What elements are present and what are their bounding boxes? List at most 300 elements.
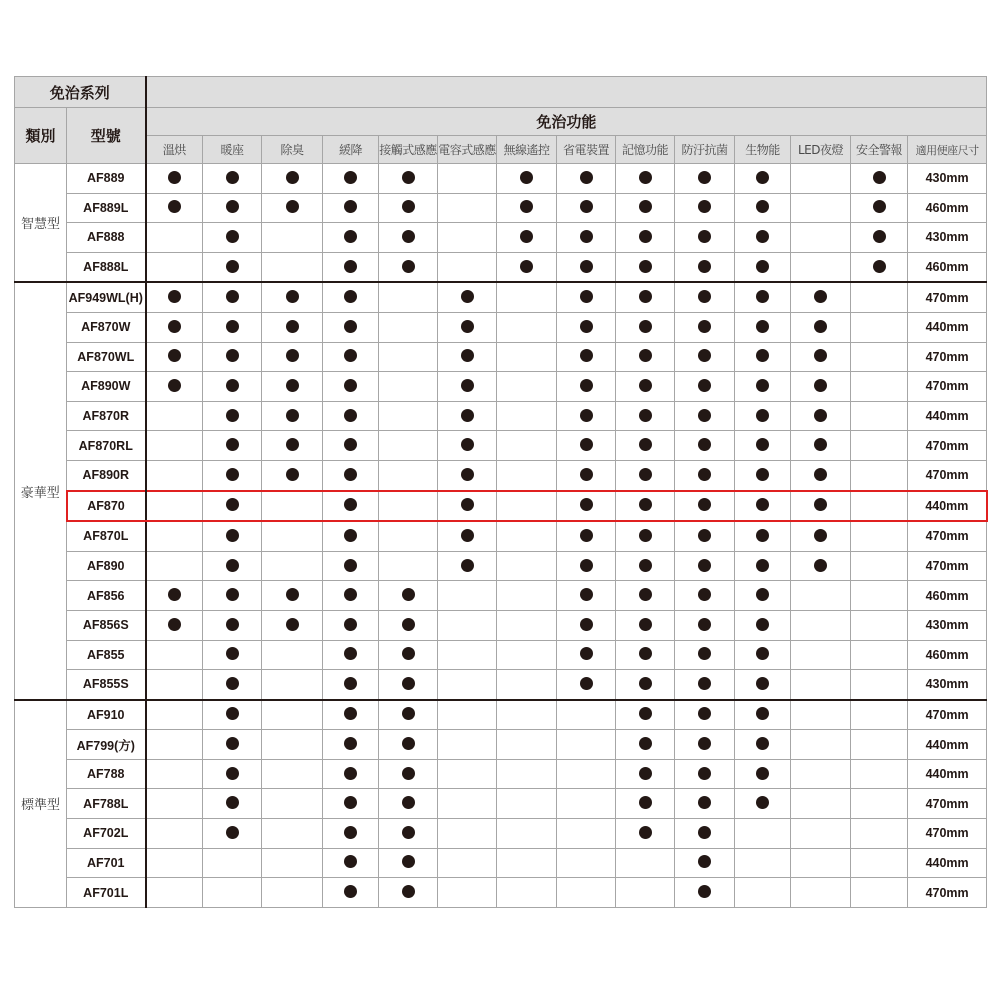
- feature-cell: [203, 819, 262, 849]
- feature-cell: [735, 282, 791, 312]
- feature-cell: [438, 164, 497, 194]
- seat-size-cell: 470mm: [908, 789, 987, 819]
- feature-cell: [557, 789, 616, 819]
- filled-dot-icon: [286, 409, 299, 422]
- filled-dot-icon: [520, 200, 533, 213]
- feature-cell: [146, 789, 203, 819]
- feature-cell: [616, 164, 675, 194]
- feature-cell: [557, 610, 616, 640]
- filled-dot-icon: [756, 618, 769, 631]
- filled-dot-icon: [814, 529, 827, 542]
- filled-dot-icon: [226, 677, 239, 690]
- feature-cell: [791, 700, 851, 730]
- feature-cell: [438, 372, 497, 402]
- feature-cell: [323, 491, 379, 522]
- table-row: [15, 460, 987, 490]
- filled-dot-icon: [226, 260, 239, 273]
- filled-dot-icon: [226, 826, 239, 839]
- table-header: [15, 77, 987, 164]
- filled-dot-icon: [639, 409, 652, 422]
- filled-dot-icon: [344, 320, 357, 333]
- filled-dot-icon: [756, 409, 769, 422]
- filled-dot-icon: [698, 618, 711, 631]
- filled-dot-icon: [698, 826, 711, 839]
- filled-dot-icon: [344, 707, 357, 720]
- feature-cell: [791, 610, 851, 640]
- filled-dot-icon: [344, 529, 357, 542]
- filled-dot-icon: [344, 468, 357, 481]
- feature-cell: [735, 460, 791, 490]
- feature-cell: [616, 491, 675, 522]
- feature-cell: [557, 640, 616, 670]
- feature-cell: [851, 164, 908, 194]
- filled-dot-icon: [756, 468, 769, 481]
- feature-cell: [735, 640, 791, 670]
- filled-dot-icon: [226, 290, 239, 303]
- feature-cell: [203, 164, 262, 194]
- feature-cell: [735, 581, 791, 611]
- filled-dot-icon: [814, 379, 827, 392]
- filled-dot-icon: [344, 855, 357, 868]
- filled-dot-icon: [580, 349, 593, 362]
- seat-size-cell: 470mm: [908, 372, 987, 402]
- feature-cell: [379, 460, 438, 490]
- feature-cell: [791, 460, 851, 490]
- seat-size-cell: 440mm: [908, 401, 987, 431]
- filled-dot-icon: [461, 409, 474, 422]
- filled-dot-icon: [698, 498, 711, 511]
- filled-dot-icon: [698, 707, 711, 720]
- feature-cell: [557, 730, 616, 760]
- model-cell: AF870: [67, 491, 146, 522]
- feature-cell: [735, 252, 791, 282]
- filled-dot-icon: [344, 260, 357, 273]
- feature-cell: [735, 223, 791, 253]
- filled-dot-icon: [698, 290, 711, 303]
- feature-cell: [497, 848, 557, 878]
- filled-dot-icon: [226, 379, 239, 392]
- table-row: [15, 282, 987, 312]
- feature-cell: [497, 759, 557, 789]
- feature-cell: [497, 730, 557, 760]
- series-title: 免治系列: [15, 77, 146, 108]
- functions-title: 免治功能: [146, 108, 987, 136]
- filled-dot-icon: [226, 438, 239, 451]
- seat-size-cell: 470mm: [908, 342, 987, 372]
- feature-cell: [146, 460, 203, 490]
- feature-cell: [791, 193, 851, 223]
- feature-cell: [203, 491, 262, 522]
- feature-cell: [675, 431, 735, 461]
- filled-dot-icon: [814, 559, 827, 572]
- feature-cell: [675, 342, 735, 372]
- feature-cell: [262, 670, 323, 700]
- filled-dot-icon: [344, 349, 357, 362]
- feature-cell: [616, 730, 675, 760]
- feature-cell: [557, 223, 616, 253]
- feature-cell: [203, 610, 262, 640]
- filled-dot-icon: [639, 618, 652, 631]
- feature-cell: [791, 164, 851, 194]
- feature-cell: [146, 730, 203, 760]
- filled-dot-icon: [580, 588, 593, 601]
- feature-cell: [262, 521, 323, 551]
- feature-cell: [146, 640, 203, 670]
- model-cell: AF910: [67, 700, 146, 730]
- filled-dot-icon: [344, 559, 357, 572]
- filled-dot-icon: [286, 438, 299, 451]
- feature-cell: [735, 759, 791, 789]
- feature-cell: [557, 759, 616, 789]
- feature-cell: [438, 581, 497, 611]
- feature-cell: [851, 700, 908, 730]
- feature-header-row: [15, 136, 987, 164]
- filled-dot-icon: [580, 171, 593, 184]
- filled-dot-icon: [698, 379, 711, 392]
- feature-cell: [203, 193, 262, 223]
- feature-cell: [203, 759, 262, 789]
- filled-dot-icon: [344, 409, 357, 422]
- feature-cell: [497, 551, 557, 581]
- filled-dot-icon: [402, 707, 415, 720]
- filled-dot-icon: [168, 320, 181, 333]
- filled-dot-icon: [520, 171, 533, 184]
- filled-dot-icon: [226, 618, 239, 631]
- feature-cell: [203, 670, 262, 700]
- model-cell: AF702L: [67, 819, 146, 849]
- feature-cell: [557, 401, 616, 431]
- feature-cell: [557, 252, 616, 282]
- feature-cell: [497, 252, 557, 282]
- feature-cell: [735, 164, 791, 194]
- feature-cell: [616, 401, 675, 431]
- filled-dot-icon: [580, 438, 593, 451]
- filled-dot-icon: [402, 737, 415, 750]
- filled-dot-icon: [286, 349, 299, 362]
- feature-cell: [791, 223, 851, 253]
- filled-dot-icon: [756, 767, 769, 780]
- feature-cell: [791, 521, 851, 551]
- filled-dot-icon: [344, 171, 357, 184]
- feature-cell: [438, 819, 497, 849]
- filled-dot-icon: [639, 379, 652, 392]
- feature-cell: [262, 581, 323, 611]
- filled-dot-icon: [461, 438, 474, 451]
- feature-cell: [203, 789, 262, 819]
- filled-dot-icon: [580, 320, 593, 333]
- feature-cell: [675, 372, 735, 402]
- feature-cell: [616, 670, 675, 700]
- filled-dot-icon: [344, 290, 357, 303]
- feature-cell: [616, 252, 675, 282]
- feature-cell: [851, 460, 908, 490]
- feature-cell: [557, 581, 616, 611]
- feature-cell: [438, 312, 497, 342]
- feature-cell: [146, 282, 203, 312]
- feature-cell: [497, 789, 557, 819]
- feature-cell: [791, 730, 851, 760]
- model-cell: AF889: [67, 164, 146, 194]
- filled-dot-icon: [344, 737, 357, 750]
- feature-cell: [675, 700, 735, 730]
- model-cell: AF799(方): [67, 730, 146, 760]
- filled-dot-icon: [168, 588, 181, 601]
- feature-cell: [616, 759, 675, 789]
- feature-cell: [675, 282, 735, 312]
- filled-dot-icon: [639, 290, 652, 303]
- filled-dot-icon: [344, 677, 357, 690]
- feature-cell: [323, 759, 379, 789]
- filled-dot-icon: [344, 230, 357, 243]
- feature-cell: [438, 252, 497, 282]
- filled-dot-icon: [756, 320, 769, 333]
- filled-dot-icon: [461, 529, 474, 542]
- filled-dot-icon: [873, 171, 886, 184]
- filled-dot-icon: [168, 290, 181, 303]
- table-row: [15, 312, 987, 342]
- feature-cell: [851, 223, 908, 253]
- filled-dot-icon: [580, 290, 593, 303]
- seat-size-cell: 460mm: [908, 640, 987, 670]
- feature-header: 緩降: [323, 136, 379, 164]
- filled-dot-icon: [756, 379, 769, 392]
- filled-dot-icon: [639, 737, 652, 750]
- filled-dot-icon: [756, 200, 769, 213]
- feature-cell: [438, 282, 497, 312]
- feature-cell: [379, 372, 438, 402]
- table-row: [15, 819, 987, 849]
- feature-cell: [616, 581, 675, 611]
- filled-dot-icon: [698, 200, 711, 213]
- feature-cell: [735, 312, 791, 342]
- filled-dot-icon: [814, 409, 827, 422]
- filled-dot-icon: [756, 647, 769, 660]
- filled-dot-icon: [873, 230, 886, 243]
- feature-cell: [438, 491, 497, 522]
- filled-dot-icon: [639, 320, 652, 333]
- feature-cell: [675, 551, 735, 581]
- filled-dot-icon: [698, 468, 711, 481]
- seat-size-cell: 470mm: [908, 700, 987, 730]
- feature-cell: [146, 223, 203, 253]
- feature-cell: [735, 372, 791, 402]
- feature-cell: [438, 193, 497, 223]
- filled-dot-icon: [286, 200, 299, 213]
- feature-cell: [735, 491, 791, 522]
- feature-cell: [851, 521, 908, 551]
- feature-cell: [146, 670, 203, 700]
- model-cell: AF890W: [67, 372, 146, 402]
- filled-dot-icon: [461, 468, 474, 481]
- category-header: 類別: [15, 108, 67, 164]
- feature-cell: [675, 312, 735, 342]
- filled-dot-icon: [461, 379, 474, 392]
- filled-dot-icon: [814, 320, 827, 333]
- feature-cell: [675, 848, 735, 878]
- seat-size-cell: 470mm: [908, 460, 987, 490]
- feature-cell: [616, 431, 675, 461]
- feature-cell: [323, 521, 379, 551]
- filled-dot-icon: [344, 438, 357, 451]
- filled-dot-icon: [226, 737, 239, 750]
- table-row: [15, 164, 987, 194]
- feature-cell: [791, 372, 851, 402]
- feature-cell: [557, 878, 616, 908]
- filled-dot-icon: [286, 618, 299, 631]
- feature-cell: [379, 252, 438, 282]
- filled-dot-icon: [226, 707, 239, 720]
- feature-cell: [379, 551, 438, 581]
- feature-cell: [557, 193, 616, 223]
- feature-cell: [438, 848, 497, 878]
- feature-cell: [851, 491, 908, 522]
- filled-dot-icon: [698, 171, 711, 184]
- feature-cell: [497, 521, 557, 551]
- filled-dot-icon: [756, 438, 769, 451]
- filled-dot-icon: [756, 349, 769, 362]
- feature-cell: [675, 521, 735, 551]
- feature-cell: [616, 372, 675, 402]
- feature-cell: [735, 401, 791, 431]
- filled-dot-icon: [344, 379, 357, 392]
- seat-size-cell: 440mm: [908, 730, 987, 760]
- feature-cell: [203, 223, 262, 253]
- filled-dot-icon: [520, 230, 533, 243]
- feature-cell: [675, 460, 735, 490]
- filled-dot-icon: [461, 498, 474, 511]
- filled-dot-icon: [756, 230, 769, 243]
- feature-cell: [146, 521, 203, 551]
- feature-cell: [851, 789, 908, 819]
- filled-dot-icon: [698, 647, 711, 660]
- feature-header: 無線遙控: [497, 136, 557, 164]
- feature-cell: [146, 401, 203, 431]
- feature-cell: [557, 551, 616, 581]
- model-cell: AF888L: [67, 252, 146, 282]
- filled-dot-icon: [639, 468, 652, 481]
- filled-dot-icon: [698, 230, 711, 243]
- feature-header: 生物能: [735, 136, 791, 164]
- table-row: [15, 223, 987, 253]
- feature-cell: [735, 521, 791, 551]
- feature-cell: [791, 848, 851, 878]
- feature-cell: [616, 551, 675, 581]
- feature-cell: [203, 372, 262, 402]
- feature-cell: [497, 878, 557, 908]
- filled-dot-icon: [402, 260, 415, 273]
- feature-cell: [557, 164, 616, 194]
- feature-cell: [146, 342, 203, 372]
- feature-cell: [557, 372, 616, 402]
- feature-cell: [735, 193, 791, 223]
- feature-cell: [735, 789, 791, 819]
- feature-cell: [262, 848, 323, 878]
- feature-cell: [557, 670, 616, 700]
- filled-dot-icon: [226, 171, 239, 184]
- feature-cell: [616, 700, 675, 730]
- feature-cell: [675, 223, 735, 253]
- feature-cell: [851, 342, 908, 372]
- feature-cell: [557, 848, 616, 878]
- filled-dot-icon: [226, 230, 239, 243]
- filled-dot-icon: [168, 349, 181, 362]
- feature-cell: [791, 252, 851, 282]
- feature-cell: [497, 460, 557, 490]
- feature-cell: [497, 372, 557, 402]
- filled-dot-icon: [402, 200, 415, 213]
- seat-size-cell: 440mm: [908, 491, 987, 522]
- feature-cell: [146, 252, 203, 282]
- seat-size-cell: 430mm: [908, 610, 987, 640]
- filled-dot-icon: [639, 349, 652, 362]
- feature-cell: [675, 193, 735, 223]
- feature-cell: [379, 848, 438, 878]
- filled-dot-icon: [639, 647, 652, 660]
- filled-dot-icon: [698, 260, 711, 273]
- category-cell: 標準型: [15, 700, 67, 908]
- filled-dot-icon: [639, 438, 652, 451]
- feature-cell: [323, 164, 379, 194]
- feature-cell: [616, 819, 675, 849]
- filled-dot-icon: [344, 767, 357, 780]
- filled-dot-icon: [756, 529, 769, 542]
- feature-cell: [497, 164, 557, 194]
- feature-cell: [323, 223, 379, 253]
- seat-size-cell: 470mm: [908, 431, 987, 461]
- table-row: [15, 431, 987, 461]
- feature-cell: [262, 431, 323, 461]
- feature-cell: [379, 730, 438, 760]
- model-cell: AF856S: [67, 610, 146, 640]
- feature-cell: [438, 342, 497, 372]
- table-row: [15, 193, 987, 223]
- feature-cell: [262, 730, 323, 760]
- table-row: [15, 581, 987, 611]
- feature-cell: [438, 431, 497, 461]
- feature-cell: [557, 700, 616, 730]
- feature-cell: [262, 193, 323, 223]
- feature-cell: [203, 431, 262, 461]
- product-spec-table: [14, 76, 988, 908]
- model-cell: AF701: [67, 848, 146, 878]
- filled-dot-icon: [756, 171, 769, 184]
- feature-cell: [438, 640, 497, 670]
- feature-cell: [497, 223, 557, 253]
- filled-dot-icon: [698, 677, 711, 690]
- feature-cell: [203, 848, 262, 878]
- feature-cell: [262, 759, 323, 789]
- model-cell: AF888: [67, 223, 146, 253]
- filled-dot-icon: [814, 468, 827, 481]
- feature-cell: [791, 819, 851, 849]
- feature-cell: [379, 581, 438, 611]
- feature-cell: [379, 521, 438, 551]
- filled-dot-icon: [344, 826, 357, 839]
- feature-header: 適用便座尺寸: [908, 136, 987, 164]
- table-row: [15, 730, 987, 760]
- feature-cell: [323, 819, 379, 849]
- feature-cell: [675, 610, 735, 640]
- feature-cell: [323, 342, 379, 372]
- filled-dot-icon: [226, 767, 239, 780]
- filled-dot-icon: [226, 498, 239, 511]
- feature-cell: [497, 312, 557, 342]
- feature-cell: [497, 401, 557, 431]
- filled-dot-icon: [580, 200, 593, 213]
- feature-cell: [438, 759, 497, 789]
- filled-dot-icon: [461, 320, 474, 333]
- filled-dot-icon: [402, 796, 415, 809]
